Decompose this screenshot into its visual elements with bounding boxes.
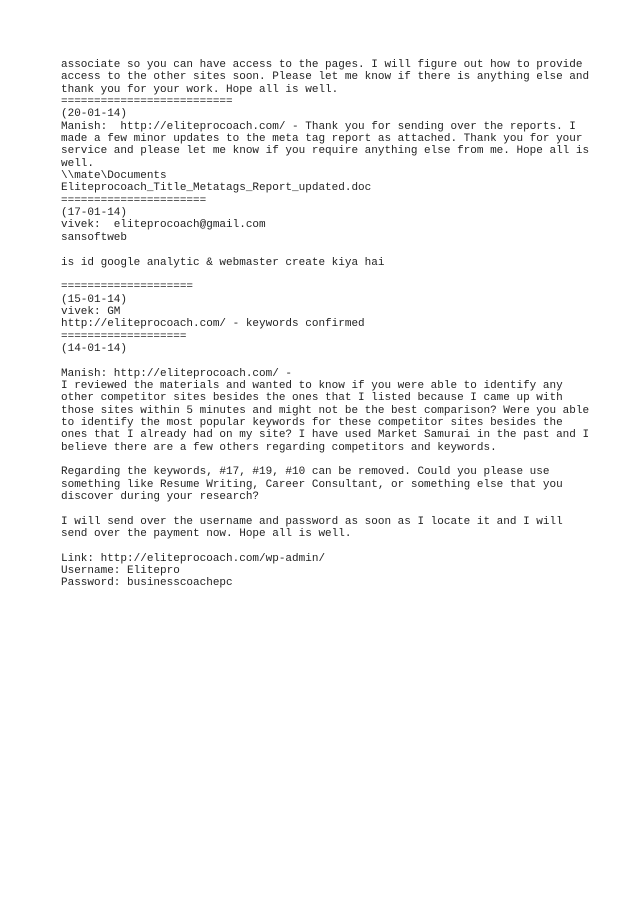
text-line: associate so you can have access to the pages. I will figure out how to provide [61,59,583,71]
text-line: discover during your research? [61,491,260,504]
text-line: Manish: http://eliteprocoach.com/ - [61,367,293,380]
text-line: ones that I already had on my site? I have used Market Samurai in the past and I [61,429,590,442]
text-line: I will send over the username and password as soon as I locate it and I will [61,515,563,528]
text-line: something like Resume Writing, Career Consultant, or something else that you [61,478,563,491]
text-line: vivek: eliteprocoach@gmail.com [61,219,266,232]
text-line: well. [61,157,95,170]
text-line: believe there are a few others regarding competitors and keywords. [61,441,497,454]
text-line: Eliteprocoach_Title_Metatags_Report_updated.doc [61,182,372,195]
text-line: ==================== [61,281,194,294]
text-line: service and please let me know if you require anything else from me. Hope all is [61,145,590,158]
text-line: Username: Elitepro [61,565,180,578]
text-line: to identify the most popular keywords for these competitor sites besides the [61,416,563,429]
text-line: other competitor sites besides the ones that I listed because I came up with [61,392,563,405]
text-line: Link: http://eliteprocoach.com/wp-admin/ [61,552,326,565]
document-body [61,59,601,590]
text-line: vivek: GM [61,305,121,318]
text-line: ========================== [61,96,233,109]
text-line: Manish: http://eliteprocoach.com/ - Thank you for sending over the reports. I [61,120,576,133]
text-line: =================== [61,330,187,343]
text-line: made a few minor updates to the meta tag report as attached. Thank you for your [61,133,583,146]
text-line: I reviewed the materials and wanted to know if you were able to identify any [61,379,563,392]
text-line: \\mate\Documents [61,170,167,183]
blank-line [61,503,601,515]
text-line: send over the payment now. Hope all is well. [61,528,352,541]
text-line: those sites within 5 minutes and might not be the best comparison? Were you able [61,404,590,417]
text-line: http://eliteprocoach.com/ - keywords confirmed [61,318,365,331]
text-line: (17-01-14) [61,207,128,220]
text-line: Password: businesscoachepc [61,577,233,590]
blank-line [61,540,601,552]
text-line: sansoftweb [61,231,128,244]
text-line: (14-01-14) [61,342,128,355]
text-line: access to the other sites soon. Please let me know if there is anything else and [61,71,590,84]
text-line: thank you for your work. Hope all is well. [61,83,339,96]
text-line: (15-01-14) [61,293,128,306]
blank-line [61,244,601,256]
blank-line [61,355,601,367]
blank-line [61,454,601,466]
text-line: ====================== [61,194,207,207]
text-line: is id google analytic & webmaster create kiya hai [61,256,385,269]
text-line: Regarding the keywords, #17, #19, #10 can be removed. Could you please use [61,466,550,479]
blank-line [61,269,601,281]
text-line: (20-01-14) [61,108,128,121]
